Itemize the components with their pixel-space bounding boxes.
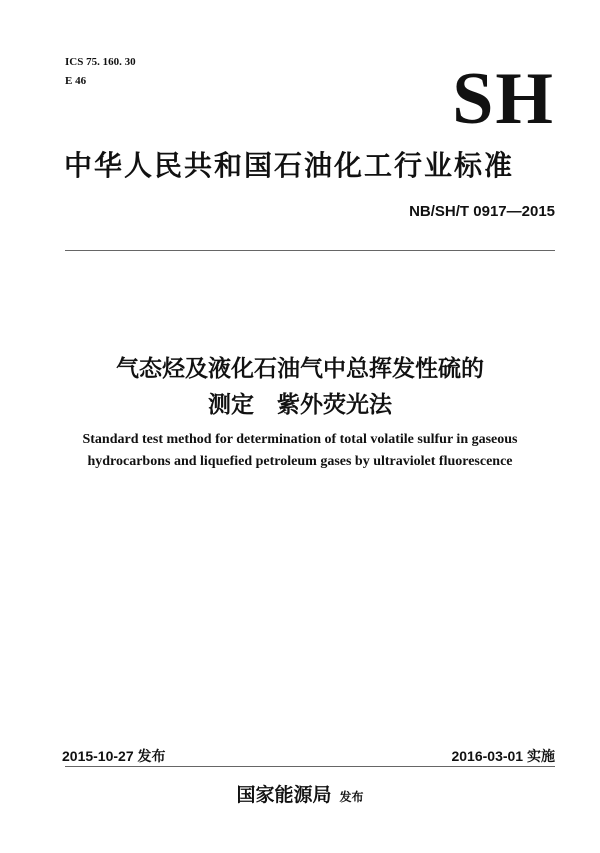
sh-logo: SH	[452, 58, 555, 140]
title-cn-line1: 气态烃及液化石油气中总挥发性硫的	[116, 356, 484, 382]
implement-date: 2016-03-01 实施	[451, 748, 555, 764]
ics-code: ICS 75. 160. 30	[65, 56, 136, 68]
agency-suffix: 发布	[339, 790, 364, 804]
title-cn-line2: 测定 紫外荧光法	[208, 392, 392, 418]
issuing-agency	[0, 780, 600, 807]
ccs-code: E 46	[65, 75, 87, 87]
standard-code: NB/SH/T 0917—2015	[409, 203, 555, 220]
issue-date: 2015-10-27 发布	[62, 748, 166, 764]
title-en-line2: hydrocarbons and liquefied petroleum gases by ultraviolet fluorescence	[87, 454, 513, 469]
agency-name: 国家能源局	[236, 784, 332, 806]
footer-divider	[65, 766, 555, 767]
standard-type: 中华人民共和国石油化工行业标准	[64, 149, 515, 182]
title-en-line1: Standard test method for determination of total volatile sulfur in gaseous	[82, 432, 518, 447]
divider	[65, 250, 555, 251]
